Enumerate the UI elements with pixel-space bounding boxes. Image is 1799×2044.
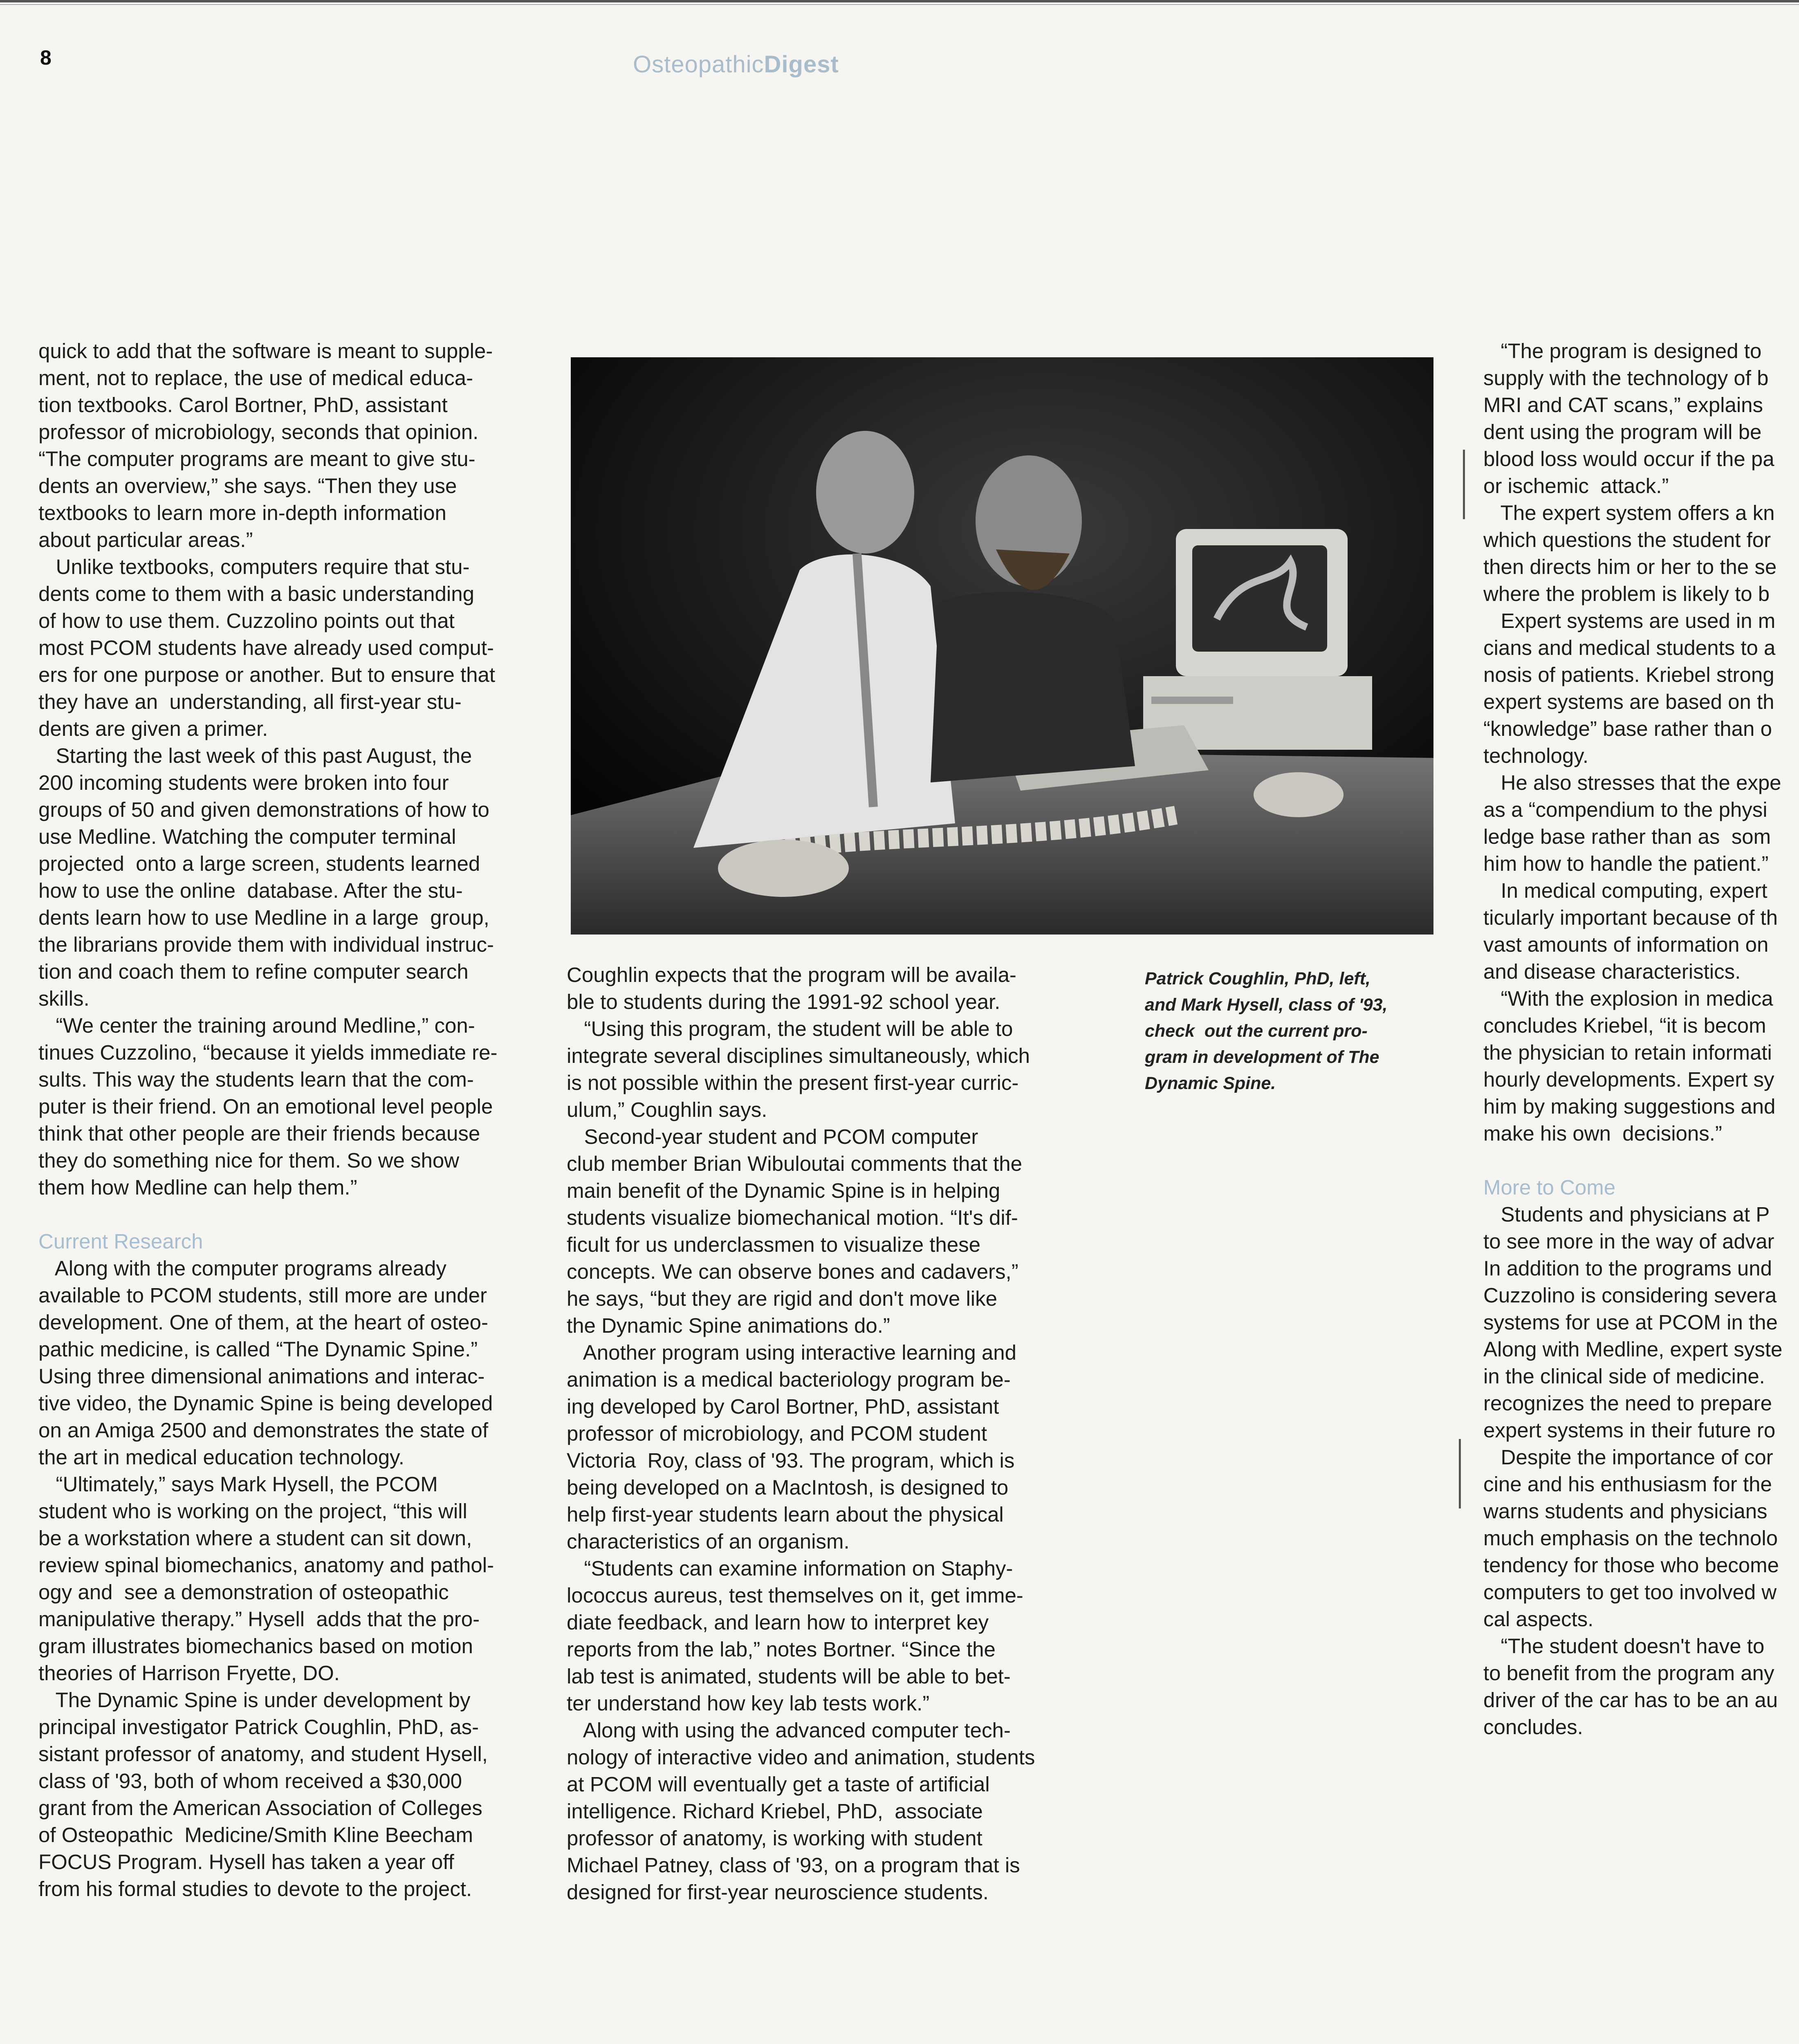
caption-line: Patrick Coughlin, PhD, left, (1145, 969, 1371, 988)
text-line: Students and physicians at P (1483, 1203, 1770, 1226)
text-line: dents come to them with a basic understanding (38, 582, 474, 605)
caption-line: Dynamic Spine. (1145, 1074, 1276, 1093)
text-line: him by making suggestions and (1483, 1095, 1776, 1118)
page-top-rule-thin (0, 4, 1799, 5)
text-line: they have an understanding, all first-year stu- (38, 690, 462, 713)
text-line: professor of anatomy, is working with student (567, 1827, 982, 1850)
text-line: student who is working on the project, “this will (38, 1499, 467, 1523)
text-line: hourly developments. Expert sy (1483, 1068, 1774, 1091)
photo-coughlin-hysell-computer-icon (571, 357, 1433, 935)
text-line: pathic medicine, is called “The Dynamic Spine.” (38, 1338, 478, 1361)
text-line: computers to get too involved w (1483, 1580, 1777, 1604)
text-line: club member Brian Wibuloutai comments that the (567, 1152, 1022, 1175)
text-line: “Ultimately,” says Mark Hysell, the PCOM (38, 1472, 438, 1496)
text-line: technology. (1483, 744, 1589, 767)
text-line (38, 1201, 498, 1228)
text-line: ticularly important because of th (1483, 906, 1778, 929)
text-line: concepts. We can observe bones and cadavers,” (567, 1260, 1018, 1283)
text-line: ing developed by Carol Bortner, PhD, assistant (567, 1395, 999, 1418)
text-line: Using three dimensional animations and interac- (38, 1365, 485, 1388)
text-line: Coughlin expects that the program will be availa- (567, 963, 1016, 986)
text-line: tinues Cuzzolino, “because it yields immediate re- (38, 1041, 498, 1064)
text-line: “knowledge” base rather than o (1483, 717, 1772, 740)
text-line: the Dynamic Spine animations do.” (567, 1314, 890, 1337)
text-line: of how to use them. Cuzzolino points out that (38, 609, 455, 632)
text-line: he says, “but they are rigid and don't move like (567, 1287, 997, 1310)
text-line: students visualize biomechanical motion. “It's dif- (567, 1206, 1018, 1229)
text-line: as a “compendium to the physi (1483, 798, 1768, 821)
text-line: help first-year students learn about the physical (567, 1503, 1004, 1526)
caption-line: check out the current pro- (1145, 1021, 1368, 1041)
text-line: dent using the program will be (1483, 420, 1762, 444)
text-line: gram illustrates biomechanics based on motion (38, 1634, 473, 1658)
text-line: MRI and CAT scans,” explains (1483, 393, 1763, 417)
text-line: skills. (38, 987, 90, 1010)
text-line: Another program using interactive learning and (567, 1341, 1016, 1364)
text-line: main benefit of the Dynamic Spine is in helping (567, 1179, 1000, 1202)
text-line: “The student doesn't have to (1483, 1634, 1765, 1658)
text-line: Second-year student and PCOM computer (567, 1125, 978, 1148)
photo-caption (1145, 966, 1387, 1096)
text-line: lococcus aureus, test themselves on it, get imme- (567, 1584, 1023, 1607)
text-line: FOCUS Program. Hysell has taken a year off (38, 1850, 454, 1874)
text-line: textbooks to learn more in-depth information (38, 501, 446, 524)
masthead-bold: Digest (764, 51, 839, 78)
text-line: or ischemic attack.” (1483, 474, 1669, 498)
text-line: the physician to retain informati (1483, 1041, 1772, 1064)
text-line: characteristics of an organism. (567, 1530, 850, 1553)
text-line: Cuzzolino is considering severa (1483, 1284, 1777, 1307)
text-line: Despite the importance of cor (1483, 1446, 1773, 1469)
text-line: He also stresses that the expe (1483, 771, 1781, 794)
page-number: 8 (40, 46, 52, 69)
article-column-1 (38, 338, 498, 1903)
text-line: expert systems in their future ro (1483, 1419, 1776, 1442)
text-line: 200 incoming students were broken into four (38, 771, 449, 794)
text-line: tion and coach them to refine computer search (38, 960, 469, 983)
text-line: integrate several disciplines simultaneously, which (567, 1044, 1030, 1067)
text-line: is not possible within the present first-year curric- (567, 1071, 1019, 1094)
text-line: driver of the car has to be an au (1483, 1688, 1778, 1712)
text-line: think that other people are their friends because (38, 1122, 480, 1145)
text-line: groups of 50 and given demonstrations of how to (38, 798, 489, 821)
page-top-rule (0, 0, 1799, 2)
text-line: dents an overview,” she says. “Then they use (38, 474, 457, 498)
masthead-light: Osteopathic (633, 51, 764, 78)
text-line: “The computer programs are meant to give stu- (38, 447, 476, 471)
text-line: quick to add that the software is meant to supple- (38, 339, 493, 363)
text-line: “With the explosion in medica (1483, 987, 1773, 1010)
text-line: In medical computing, expert (1483, 879, 1768, 902)
text-line: grant from the American Association of Colleges (38, 1796, 482, 1820)
text-line: them how Medline can help them.” (38, 1176, 357, 1199)
text-line: blood loss would occur if the pa (1483, 447, 1774, 471)
text-line: dents learn how to use Medline in a large group, (38, 906, 489, 929)
text-line: ledge base rather than as som (1483, 825, 1771, 848)
text-line: cine and his enthusiasm for the (1483, 1472, 1772, 1496)
text-line: dents are given a primer. (38, 717, 268, 740)
text-line: of Osteopathic Medicine/Smith Kline Beecham (38, 1823, 473, 1847)
text-line: ulum,” Coughlin says. (567, 1098, 767, 1121)
masthead (633, 51, 839, 78)
text-line: In addition to the programs und (1483, 1257, 1772, 1280)
text-line: him how to handle the patient.” (1483, 852, 1769, 875)
text-line: make his own decisions.” (1483, 1122, 1722, 1145)
text-line: ble to students during the 1991-92 school year. (567, 990, 1000, 1013)
text-line: cians and medical students to a (1483, 636, 1776, 659)
text-line: Along with the computer programs already (38, 1257, 446, 1280)
text-line: Expert systems are used in m (1483, 609, 1776, 632)
section-subhead: Current Research (38, 1230, 203, 1253)
text-line: concludes Kriebel, “it is becom (1483, 1014, 1766, 1037)
text-line: ment, not to replace, the use of medical educa- (38, 366, 473, 390)
text-line: systems for use at PCOM in the (1483, 1311, 1778, 1334)
text-line: and disease characteristics. (1483, 960, 1741, 983)
text-line: which questions the student for (1483, 528, 1771, 551)
text-line: being developed on a MacIntosh, is designed to (567, 1476, 1009, 1499)
text-line: class of '93, both of whom received a $30,000 (38, 1769, 462, 1793)
text-line: ogy and see a demonstration of osteopathic (38, 1580, 449, 1604)
margin-mark (1459, 1439, 1461, 1508)
text-line: concludes. (1483, 1715, 1583, 1739)
text-line: on an Amiga 2500 and demonstrates the state of (38, 1419, 489, 1442)
text-line: The expert system offers a kn (1483, 501, 1775, 524)
text-line: reports from the lab,” notes Bortner. “Since the (567, 1638, 996, 1661)
text-line: principal investigator Patrick Coughlin, PhD, as- (38, 1715, 479, 1739)
text-line: cal aspects. (1483, 1607, 1594, 1631)
text-line: “We center the training around Medline,” con- (38, 1014, 475, 1037)
text-line: expert systems are based on th (1483, 690, 1774, 713)
caption-line: and Mark Hysell, class of '93, (1145, 995, 1388, 1015)
text-line: diate feedback, and learn how to interpret key (567, 1611, 989, 1634)
text-line: about particular areas.” (38, 528, 253, 551)
text-line: to benefit from the program any (1483, 1661, 1774, 1685)
text-line: Along with Medline, expert syste (1483, 1338, 1783, 1361)
text-line: tion textbooks. Carol Bortner, PhD, assistant (38, 393, 448, 417)
text-line: Unlike textbooks, computers require that stu- (38, 555, 470, 578)
text-line: then directs him or her to the se (1483, 555, 1777, 578)
text-line: warns students and physicians (1483, 1499, 1768, 1523)
text-line: the librarians provide them with individual instruc- (38, 933, 494, 956)
text-line: projected onto a large screen, students learned (38, 852, 480, 875)
text-line: The Dynamic Spine is under development by (38, 1688, 471, 1712)
text-line: nology of interactive video and animation, students (567, 1746, 1035, 1769)
text-line: sistant professor of anatomy, and student Hysell, (38, 1742, 488, 1766)
text-line: designed for first-year neuroscience students. (567, 1880, 989, 1904)
article-photo (571, 357, 1433, 935)
text-line: available to PCOM students, still more are under (38, 1284, 487, 1307)
article-column-2 (567, 961, 1035, 1906)
text-line: “Students can examine information on Staphy- (567, 1557, 1013, 1580)
text-line: review spinal biomechanics, anatomy and pathol- (38, 1553, 494, 1577)
text-line: supply with the technology of b (1483, 366, 1769, 390)
text-line: theories of Harrison Fryette, DO. (38, 1661, 340, 1685)
text-line: most PCOM students have already used comput- (38, 636, 494, 659)
text-line: much emphasis on the technolo (1483, 1526, 1778, 1550)
text-line: puter is their friend. On an emotional level people (38, 1095, 493, 1118)
text-line: Michael Patney, class of '93, on a program that is (567, 1853, 1020, 1877)
text-line: manipulative therapy.” Hysell adds that the pro- (38, 1607, 480, 1631)
text-line: “Using this program, the student will be able to (567, 1017, 1013, 1040)
text-line: nosis of patients. Kriebel strong (1483, 663, 1774, 686)
text-line: how to use the online database. After the stu- (38, 879, 463, 902)
text-line: the art in medical education technology. (38, 1446, 404, 1469)
text-line: ers for one purpose or another. But to ensure that (38, 663, 496, 686)
section-subhead: More to Come (1483, 1176, 1616, 1199)
text-line: ter understand how key lab tests work.” (567, 1692, 930, 1715)
text-line: tive video, the Dynamic Spine is being developed (38, 1392, 493, 1415)
text-line: professor of microbiology, seconds that opinion. (38, 420, 479, 444)
text-line: use Medline. Watching the computer terminal (38, 825, 456, 848)
text-line: they do something nice for them. So we show (38, 1149, 460, 1172)
text-line: be a workstation where a student can sit down, (38, 1526, 472, 1550)
text-line: professor of microbiology, and PCOM student (567, 1422, 987, 1445)
text-line: animation is a medical bacteriology program be- (567, 1368, 1011, 1391)
text-line: development. One of them, at the heart of osteo- (38, 1311, 488, 1334)
text-line: Victoria Roy, class of '93. The program, which is (567, 1449, 1015, 1472)
text-line: lab test is animated, students will be able to bet- (567, 1665, 1011, 1688)
text-line: Along with using the advanced computer tech- (567, 1719, 1011, 1742)
text-line: in the clinical side of medicine. (1483, 1365, 1765, 1388)
text-line: where the problem is likely to b (1483, 582, 1770, 605)
text-line: Starting the last week of this past August, the (38, 744, 472, 767)
margin-mark (1463, 450, 1465, 519)
text-line: ficult for us underclassmen to visualize these (567, 1233, 980, 1256)
text-line (1483, 1147, 1782, 1174)
article-column-4 (1483, 338, 1782, 1741)
text-line: from his formal studies to devote to the project. (38, 1877, 472, 1901)
caption-line: gram in development of The (1145, 1047, 1380, 1067)
text-line: at PCOM will eventually get a taste of artificial (567, 1773, 990, 1796)
text-line: to see more in the way of advar (1483, 1230, 1774, 1253)
text-line: “The program is designed to (1483, 339, 1762, 363)
text-line: recognizes the need to prepare (1483, 1392, 1772, 1415)
text-line: vast amounts of information on (1483, 933, 1769, 956)
text-line: tendency for those who become (1483, 1553, 1779, 1577)
text-line: intelligence. Richard Kriebel, PhD, associate (567, 1800, 983, 1823)
text-line: sults. This way the students learn that the com- (38, 1068, 474, 1091)
